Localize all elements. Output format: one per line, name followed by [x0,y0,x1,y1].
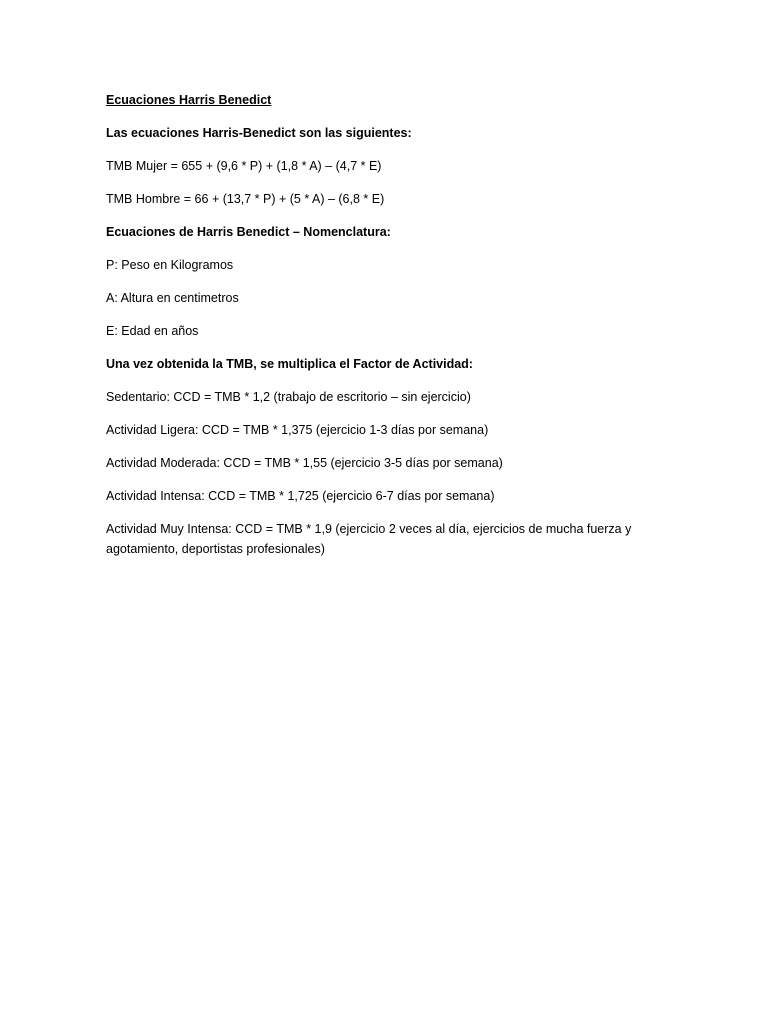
document-page [106,90,666,572]
activity-intense: Actividad Intensa: CCD = TMB * 1,725 (ejercicio 6-7 días por semana) [106,489,495,503]
document-title: Ecuaciones Harris Benedict [106,93,272,107]
nomenclature-height: A: Altura en centimetros [106,291,239,305]
nomenclature-heading: Ecuaciones de Harris Benedict – Nomenclatura: [106,225,391,239]
activity-very-intense: Actividad Muy Intensa: CCD = TMB * 1,9 (ejercicio 2 veces al día, ejercicios de mucha fuerza y agotamiento, deportistas profesionales) [106,522,632,556]
intro-heading: Las ecuaciones Harris-Benedict son las siguientes: [106,126,412,140]
activity-light: Actividad Ligera: CCD = TMB * 1,375 (ejercicio 1-3 días por semana) [106,423,489,437]
nomenclature-weight: P: Peso en Kilogramos [106,258,234,272]
activity-sedentary: Sedentario: CCD = TMB * 1,2 (trabajo de escritorio – sin ejercicio) [106,390,471,404]
activity-moderate: Actividad Moderada: CCD = TMB * 1,55 (ejercicio 3-5 días por semana) [106,456,503,470]
nomenclature-age: E: Edad en años [106,324,199,338]
formula-man: TMB Hombre = 66 + (13,7 * P) + (5 * A) – (6,8 * E) [106,192,385,206]
activity-heading: Una vez obtenida la TMB, se multiplica el Factor de Actividad: [106,357,473,371]
formula-woman: TMB Mujer = 655 + (9,6 * P) + (1,8 * A) – (4,7 * E) [106,159,382,173]
